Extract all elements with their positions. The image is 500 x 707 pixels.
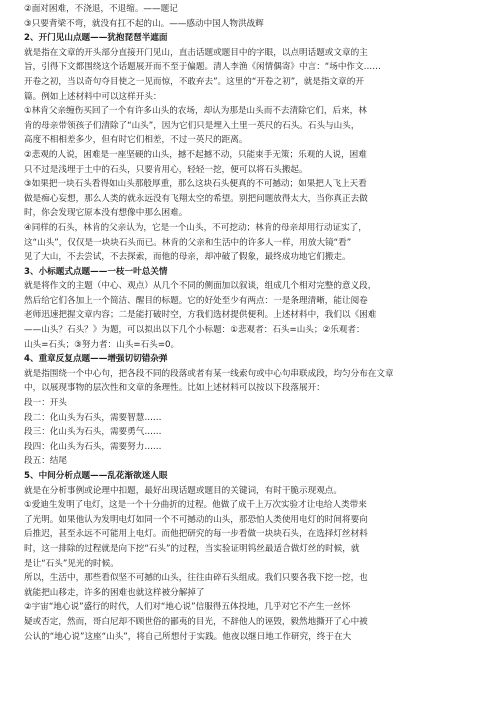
text-line: ④同样的石头，林肯的父亲认为，它是一个山头，不可挖动；林肯的母亲却用行动证实了， (24, 222, 367, 233)
text-line: 了光明。如果他认为发明电灯如同一个不可撼动的山头，那恐怕人类使用电灯的时间将要向 (24, 514, 368, 525)
text-line: 高度不相相差多少，但有时它们相差，不过一英尺的距离。 (24, 135, 248, 146)
text-line: 段一：开头 (24, 398, 67, 409)
text-line: 疑或否定，然而，哥白尼却不顾世俗的鄙夷的目光，不辞他人的诬毁，毅然地撕开了心中被 (24, 616, 368, 627)
text-line: 就是在分析事例或论理中扣题，最好出现话题或题目的关键词，有时干脆示现观点。 (24, 485, 342, 496)
text-line: ③只要背梁不弯，就没有扛不起的山。——感动中国人物洪战辉 (24, 18, 264, 29)
text-line: 时，这一排除的过程就是向下挖“石头”的过程，当实验证明钨丝最适合做灯丝的时候，就 (24, 543, 360, 554)
text-line: 段五：结尾 (24, 456, 67, 467)
text-line: ③如果把一块石头看得如山头那般厚重，那么这块石头便真的不可撼动；如果把人飞上天看 (24, 179, 367, 190)
text-line: 肯的母亲带领孩子们清除了“山头”，因为它们只是埋入土里一英尺的石头。石头与山头， (24, 120, 360, 131)
text-line: ①林肯父亲缠伤买回了一个有许多山头的农场，却认为那是山头而不去清除它们，后来，林 (24, 106, 367, 117)
text-line: 就能把山移走，许多的困难也就这样被分解掉了 (24, 587, 205, 598)
text-line: 后推迟，甚至永远不可能用上电灯。而他把研究的每一步看做一块块石头，在选择灯丝材料 (24, 529, 368, 540)
text-line: 只不过是浅埋于土中的石头，只要肯用心，轻轻一挖，便可以将石头搬起。 (24, 164, 308, 175)
text-line: 这“山头”，仅仅是一块块石头而已。林肯的父亲和生活中的许多人一样，用放大镜“看” (24, 237, 352, 248)
text-line: 旨，引得下文都围绕这个话题展开而不至于偏题。清人李渔《闲情偶寄》中言：“场中作文…… (24, 62, 381, 73)
text-line: ①爱迪生发明了电灯，这是一个十分曲折的过程。他做了成千上万次实验才让电给人类带来 (24, 500, 367, 511)
text-line: 所以，生活中，那些看似坚不可撼的山头，往往由碎石头组成。我们只要各我下挖一挖，也 (24, 573, 368, 584)
text-line: 山头=石头；③努力者：山头=石头=0。 (24, 339, 180, 350)
text-line: 就是指围绕一个中心句，把各段不同的段落或者有某一线索句或中心句串联成段，均匀分布在文章 (24, 368, 394, 379)
text-line: 时，你会发现它原本没有想像中那么困难。 (24, 208, 188, 219)
section-heading: 5、中间分析点题——乱花渐欲迷人眼 (24, 471, 168, 481)
section-heading: 2、开门见山点题——犹抱琵琶半遮面 (24, 33, 168, 44)
text-line: 中，以展现事物的层次性和文章的条理性。比如上述材料可以按以下段落展开： (24, 383, 325, 394)
text-line: ②面对困难，不浇退，不退缩。——题记 (24, 4, 178, 14)
text-line: 然后给它们各加上一个简洁、醒目的标题。它的好处至少有两点：一是条理清晰，能让阅卷 (24, 295, 368, 306)
text-line: 段二：化山头为石头，需要智慧…… (24, 412, 162, 423)
section-heading: 4、重章反复点题——增强切切错杂弹 (24, 354, 168, 365)
text-line: ——山头？石头？》为题，可以拟出以下几个小标题：①悲观者：石头=山头；②乐观者： (24, 325, 365, 336)
text-line: 做是痴心妄想，那么人类的就永远没有飞翔太空的希望。别把问题放得太大，当你真正去做 (24, 193, 368, 204)
text-line: 段三：化山头为石头，需要勇气…… (24, 427, 162, 438)
text-line: 见了大山，不去尝试，不去探索，而他的母亲，却冲破了假象，最终成功地它们搬走。 (24, 252, 351, 263)
text-line: 老师迅速把握文章内容；二是能打破时空，方我们选材提供便利。上述材料中，我们以《困难 (24, 310, 377, 321)
section-heading: 3、小标题式点题——一枝一叶总关情 (24, 266, 168, 277)
text-line: 段四：化山头为石头，需要努力…… (24, 441, 162, 452)
text-line: 就是将作文的主题（中心、观点）从几个不同的侧面加以叙谈，组成几个相对完整的意义段， (24, 281, 377, 292)
text-line: ②宇宙“地心说”盛行的时代，人们对“地心说”信服得五体投地，几乎对它不产生一丝怀 (24, 602, 351, 613)
text-line: ②悲观的人说，困难是一座坚硬的山头，撼不起撼不动，只能束手无策；乐观的人说，困难 (24, 149, 367, 160)
text-line: 是让“石头”见光的时候。 (24, 558, 119, 569)
text-line: 就是指在文章的开头部分直接开门见山，直击话题或题目中的字眼，以点明话题或文章的主 (24, 47, 368, 58)
text-line: 公认的“地心说”这座“山头”，将自己所想付于实践。他夜以继日地工作研究，终于在大 (24, 631, 352, 642)
text-line: 开卷之初，当以奇句夺目使之一见而惊，不敢弃去”。这里的“开卷之初”，就是指文章的开 (24, 76, 364, 87)
text-line: 篇。例如上述材料中可以这样开头： (24, 91, 162, 102)
